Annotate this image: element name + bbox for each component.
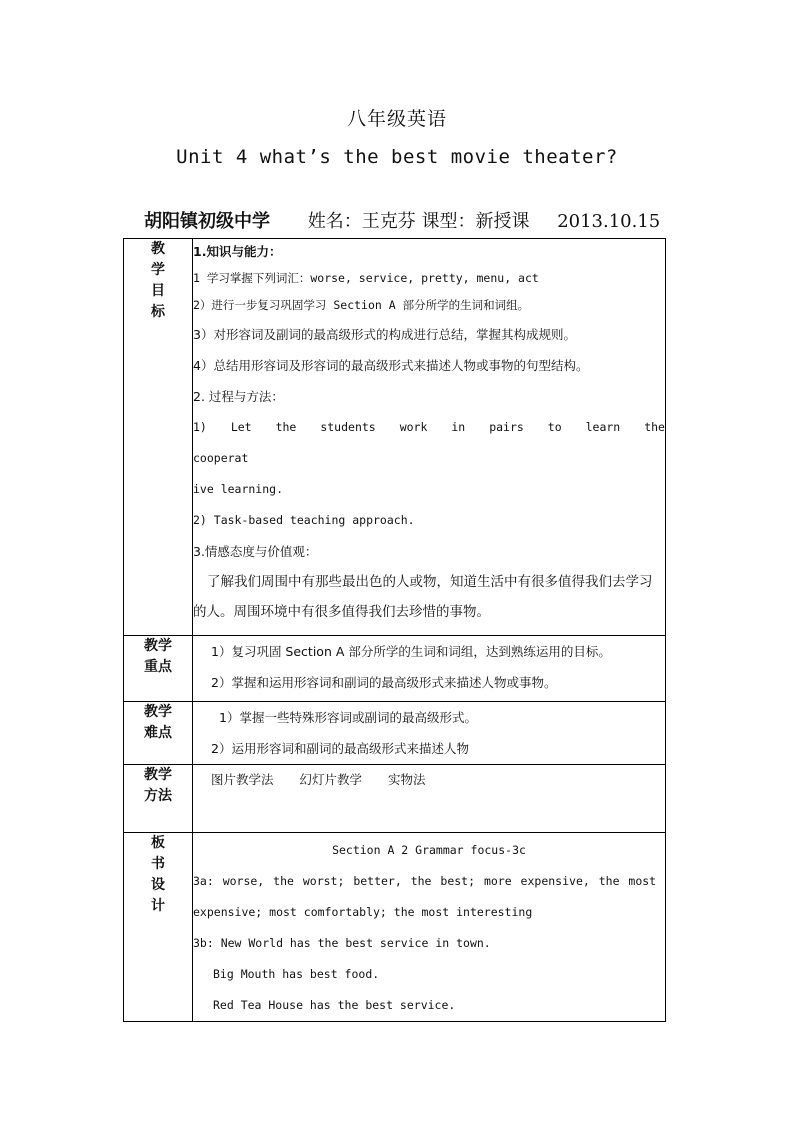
board-title: Section A 2 Grammar focus-3c xyxy=(332,843,526,857)
key-points-label xyxy=(124,636,193,702)
method-2: 幻灯片教学 xyxy=(299,772,363,787)
methods-row xyxy=(124,765,666,833)
board-line-4: Big Mouth has best food. xyxy=(213,967,380,981)
attitude-heading: 3.情感态度与价值观： xyxy=(193,544,318,559)
objective-line-4: 4）总结用形容词及形容词的最高级形式来描述人物或事物的句型结构。 xyxy=(193,358,589,373)
objective-line-5: 1) Let the students work in pairs to learn the cooperat xyxy=(193,420,665,465)
key-point-1: 1）复习巩固 Section A 部分所学的生词和词组，达到熟练运用的目标。 xyxy=(211,644,611,659)
document-subtitle: Unit 4 what’s the best movie theater? xyxy=(176,146,618,168)
objective-line-2: 2）进行一步复习巩固学习 Section A 部分所学的生词和词组。 xyxy=(193,298,530,312)
document-title: 八年级英语 xyxy=(346,108,447,130)
objectives-content xyxy=(193,239,666,636)
knowledge-heading: 1.知识与能力： xyxy=(193,244,282,259)
key-point-2: 2）掌握和运用形容词和副词的最高级形式来描述人物或事物。 xyxy=(211,675,557,690)
methods-list xyxy=(193,765,665,795)
objectives-label xyxy=(124,239,193,636)
objectives-row xyxy=(124,239,666,636)
process-heading: 2. 过程与方法： xyxy=(193,389,284,404)
difficulty-2: 2）运用形容词和副词的最高级形式来描述人物 xyxy=(211,741,469,756)
board-content xyxy=(193,833,666,1022)
methods-label-text: 教学方法 xyxy=(144,767,172,804)
objective-line-6: ive learning. xyxy=(193,482,284,496)
difficulties-row xyxy=(124,702,666,765)
board-line-1: 3a: worse, the worst; better, the best; more expensive, the most xyxy=(193,874,657,888)
method-1: 图片教学法 xyxy=(211,772,274,787)
board-row xyxy=(124,833,666,1022)
board-line-5: Red Tea House has the best service. xyxy=(213,998,456,1012)
attitude-paragraph: 了解我们周围中有那些最出色的人或物，知道生活中有很多值得我们去学习的人。周围环境中有很多值得我们去珍惜的事物。 xyxy=(193,574,653,620)
difficulties-label xyxy=(124,702,193,765)
board-line-3: 3b: New World has the best service in town. xyxy=(193,936,491,950)
objective-line-1: 1 学习掌握下列词汇：worse, service, pretty, menu, act xyxy=(193,271,539,285)
board-label-text: 板书设计 xyxy=(151,835,165,914)
school-name: 胡阳镇初级中学 xyxy=(144,211,270,232)
lesson-plan-table xyxy=(123,238,666,1022)
board-line-2: expensive; most comfortably; the most interesting xyxy=(193,905,533,919)
difficulties-content xyxy=(193,702,666,765)
header-info xyxy=(144,207,660,233)
difficulties-label-text: 教学难点 xyxy=(144,704,172,741)
board-label xyxy=(124,833,193,1022)
objectives-label-text: 教学目标 xyxy=(151,241,165,320)
objective-line-7: 2) Task-based teaching approach. xyxy=(193,513,415,527)
methods-content xyxy=(193,765,666,833)
difficulty-1: 1）掌握一些特殊形容词或副词的最高级形式。 xyxy=(219,710,477,725)
methods-label xyxy=(124,765,193,833)
lesson-date: 2013.10.15 xyxy=(557,211,661,232)
method-3: 实物法 xyxy=(388,772,426,787)
key-points-label-text: 教学重点 xyxy=(144,638,172,675)
teacher-and-type: 姓名：王克芬 课型：新授课 xyxy=(307,211,530,232)
objective-line-3: 3）对形容词及副词的最高级形式的构成进行总结，掌握其构成规则。 xyxy=(193,327,576,342)
key-points-row xyxy=(124,636,666,702)
key-points-content xyxy=(193,636,666,702)
